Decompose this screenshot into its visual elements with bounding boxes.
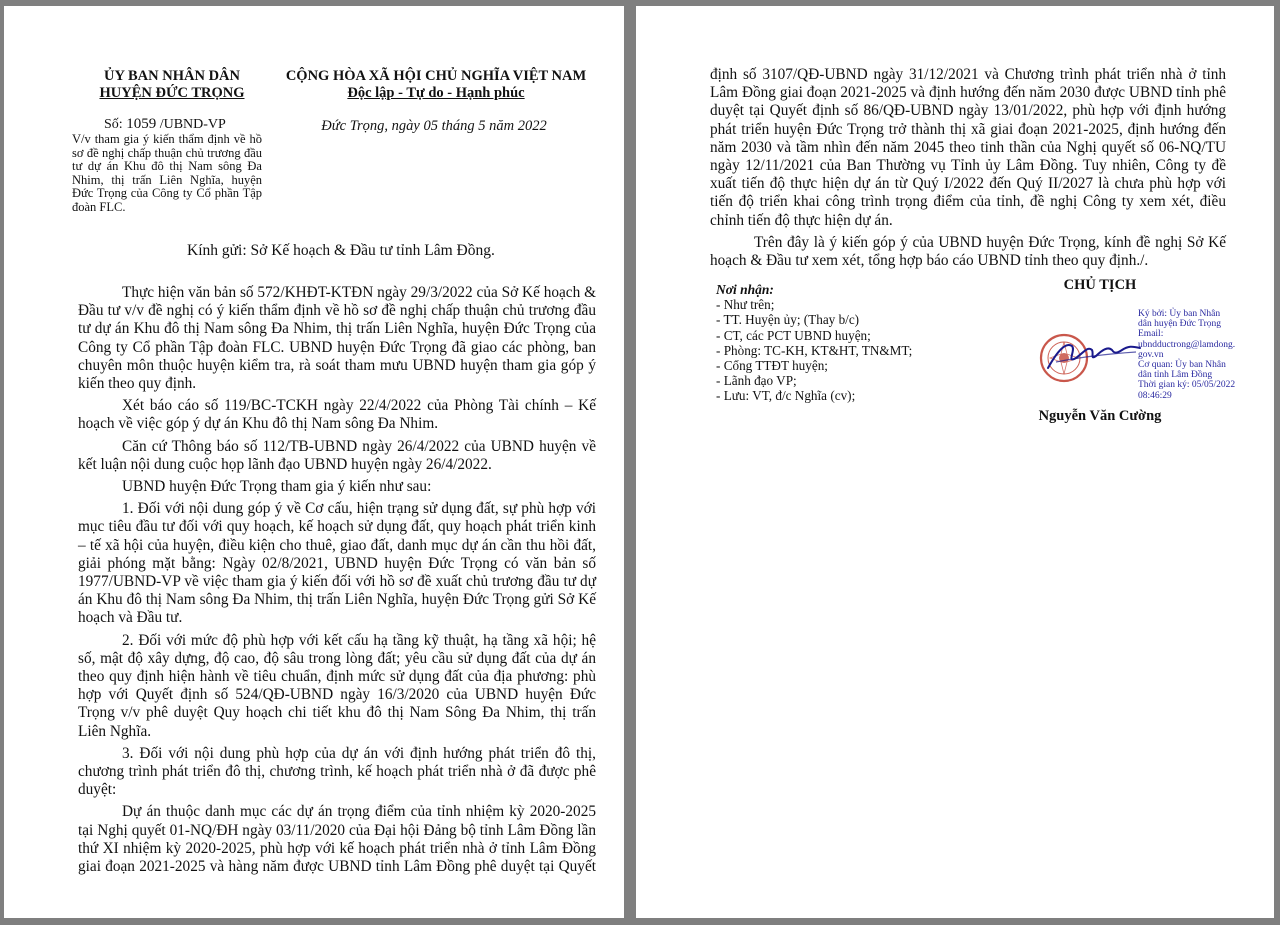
sig-meta-line: ubndductrong@lamdong.	[1138, 339, 1236, 350]
document-subject: V/v tham gia ý kiến thẩm định về hồ sơ đề nghị chấp thuận chủ trương đầu tư dự án Khu đô thị Nam sông Đa Nhim, thị trấn Liên Nghĩa, huyện Đức Trọng của Công ty Cổ phần Tập đoàn FLC.	[72, 132, 262, 214]
national-motto	[280, 68, 592, 102]
recipient-line: Kính gửi: Sở Kế hoạch & Đầu tư tỉnh Lâm Đồng.	[187, 242, 495, 259]
paragraph: 3. Đối với nội dung phù hợp của dự án với định hướng phát triển đô thị, chương trình phát triển đô thị, chương trình, kế hoạch phát triển nhà ở đã được phê duyệt:	[78, 744, 596, 799]
sig-meta-line: dân huyện Đức Trọng	[1138, 319, 1221, 330]
recipient-item: - Cổng TTĐT huyện;	[716, 358, 828, 374]
body-page-2	[710, 66, 1226, 274]
recipient-item: - CT, các PCT UBND huyện;	[716, 327, 871, 343]
number-value: 1059	[126, 116, 157, 132]
body-page-1	[78, 284, 596, 876]
recipient-item: - TT. Huyện ủy; (Thay b/c)	[716, 312, 860, 328]
signature-seal-graphic	[1036, 328, 1146, 386]
sig-meta-line: Ký bởi: Ủy ban Nhân	[1138, 309, 1221, 319]
sig-meta-line: Email:	[1138, 329, 1164, 340]
paragraph: 1. Đối với nội dung góp ý về Cơ cấu, hiện trạng sử dụng đất, sự phù hợp với mục tiêu đầu tư đối với quy hoạch, kế hoạch sử dụng đất, quy hoạch phát triển kinh – tế xã hội của huyện, điều kiện cho thuê, giao đất, danh mục dự án cần thu hồi đất, giải phóng mặt bằng: Ngày 02/8/2021, UBND huyện Đức Trọng có văn bản số 1977/UBND-VP về việc tham gia ý kiến đối với hồ sơ đề xuất chủ trương đầu tư dự án Khu đô thị Nam sông Đa Nhim, thị trấn Liên Nghĩa, huyện Đức Trọng gửi Sở Kế hoạch và Đầu tư.	[78, 500, 596, 627]
document-page-2	[636, 6, 1274, 918]
number-prefix: Số:	[104, 117, 123, 132]
recipient-item: - Phòng: TC-KH, KT&HT, TN&MT;	[716, 342, 913, 358]
recipient-item: - Lãnh đạo VP;	[716, 373, 797, 389]
sig-meta-line: dân tỉnh Lâm Đồng	[1138, 370, 1213, 381]
number-suffix: /UBND-VP	[159, 117, 226, 132]
sig-meta-line: Thời gian ký: 05/05/2022	[1138, 380, 1236, 391]
paragraph: Thực hiện văn bản số 572/KHĐT-KTĐN ngày 29/3/2022 của Sở Kế hoạch & Đầu tư v/v đề nghị có ý kiến thẩm định về hồ sơ đề nghị chấp thuận chủ trương đầu tư dự án Khu đô thị Nam sông Đa Nhim, thị trấn Liên Nghĩa, huyện Đức Trọng của Công ty Cổ phần Tập đoàn FLC. UBND huyện Đức Trọng đã giao các phòng, ban chuyên môn thuộc huyện kiểm tra, rà soát tham mưu UBND huyện tham gia góp ý kiến theo quy định.	[78, 284, 596, 393]
issuing-organization	[72, 68, 272, 102]
document-number	[104, 116, 226, 133]
document-page-1	[4, 6, 624, 918]
paragraph: Trên đây là ý kiến góp ý của UBND huyện Đức Trọng, kính đề nghị Sở Kế hoạch & Đầu tư xem xét, tổng hợp báo cáo UBND tỉnh theo quy định./.	[710, 233, 1226, 270]
nation-line-2: Độc lập - Tự do - Hạnh phúc	[347, 85, 525, 101]
recipients-block	[716, 282, 1036, 404]
paragraph: Dự án thuộc danh mục các dự án trọng điểm của tỉnh nhiệm kỳ 2020-2025 tại Nghị quyết 01-NQ/ĐH ngày 03/11/2020 của Đại hội Đảng bộ tỉnh Lâm Đồng lần thứ XI nhiệm kỳ 2020-2025, phù hợp với kế hoạch phát triển nhà ở tỉnh Lâm Đồng giai đoạn 2021-2025 và hàng năm được UBND tỉnh Lâm Đồng phê duyệt tại Quyết	[78, 803, 596, 876]
nation-line-1: CỘNG HÒA XÃ HỘI CHỦ NGHĨA VIỆT NAM	[285, 68, 587, 84]
digital-signature-info	[1138, 309, 1248, 401]
recipients-title: Nơi nhận:	[716, 282, 774, 297]
signer-name: Nguyễn Văn Cường	[1038, 408, 1162, 424]
recipient-item: - Như trên;	[716, 297, 775, 313]
sig-meta-line: Cơ quan: Ủy ban Nhân	[1138, 360, 1226, 371]
signer-title: CHỦ TỊCH	[1063, 277, 1137, 293]
recipient-item: - Lưu: VT, đ/c Nghĩa (cv);	[716, 388, 856, 404]
paragraph: Xét báo cáo số 119/BC-TCKH ngày 22/4/2022 của Phòng Tài chính – Kế hoạch về việc góp ý dự án Khu đô thị Nam sông Đa Nhim.	[78, 397, 596, 433]
sig-meta-line: gov.vn	[1138, 349, 1164, 360]
org-line-1: ỦY BAN NHÂN DÂN	[103, 68, 240, 84]
place-date: Đức Trọng, ngày 05 tháng 5 năm 2022	[321, 118, 547, 134]
paragraph: Căn cứ Thông báo số 112/TB-UBND ngày 26/4/2022 của UBND huyện về kết luận nội dung cuộc họp lãnh đạo UBND huyện ngày 26/4/2022.	[78, 437, 596, 473]
paragraph: 2. Đối với mức độ phù hợp với kết cấu hạ tầng kỹ thuật, hạ tầng xã hội; hệ số, mật độ xây dựng, độ cao, độ sâu trong lòng đất; yêu cầu sử dụng đất của dự án theo quy định hiện hành về tiêu chuẩn, định mức sử dụng đất của địa phương: phù hợp với Quyết định số 524/QĐ-UBND ngày 16/3/2020 của UBND huyện Đức Trọng v/v phê duyệt Quy hoạch chi tiết khu đô thị Nam Sông Đa Nhim, thị trấn Liên Nghĩa.	[78, 631, 596, 740]
paragraph: UBND huyện Đức Trọng tham gia ý kiến như sau:	[122, 478, 432, 496]
org-line-2: HUYỆN ĐỨC TRỌNG	[99, 85, 245, 101]
sig-meta-line: 08:46:29	[1138, 390, 1172, 401]
paragraph: định số 3107/QĐ-UBND ngày 31/12/2021 và Chương trình phát triển nhà ở tỉnh Lâm Đồng giai đoạn 2021-2025 và định hướng đến năm 2030 được UBND tỉnh phê duyệt tại Quyết định số 86/QĐ-UBND ngày 13/01/2022, phù hợp với định hướng phát triển huyện Đức Trọng trở thành thị xã giai đoạn 2021-2025, định hướng đến năm 2030 và tầm nhìn đến năm 2045 theo tinh thần của Nghị quyết số 06-NQ/TU ngày 12/11/2021 của Ban Thường vụ Tỉnh ủy Lâm Đồng. Tuy nhiên, Công ty đề xuất tiến độ thực hiện dự án từ Quý I/2022 đến Quý II/2027 là chưa phù hợp với tiến độ triển khai công trình trọng điểm của tỉnh, đề nghị Công ty xem xét, điều chỉnh tiến độ thực hiện dự án.	[710, 66, 1226, 229]
